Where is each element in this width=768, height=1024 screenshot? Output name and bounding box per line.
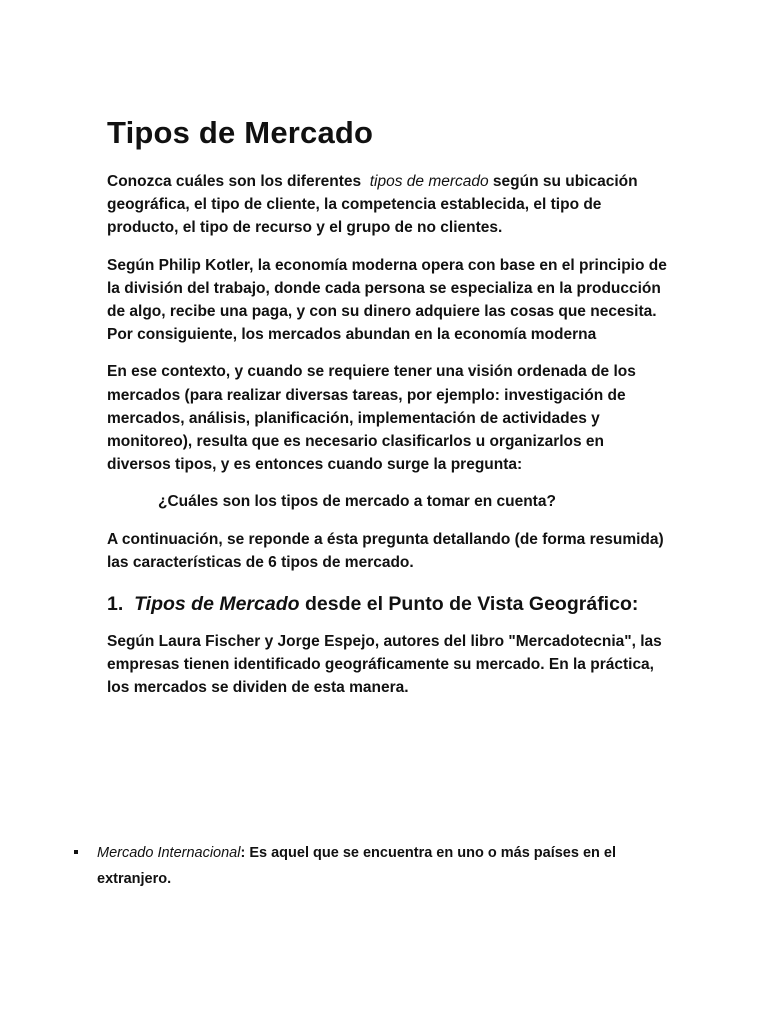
- section-1-heading: [107, 590, 667, 619]
- question-paragraph: ¿Cuáles son los tipos de mercado a tomar en cuenta?: [158, 493, 556, 511]
- section-1-number: 1.: [107, 593, 124, 616]
- continuation-paragraph: A continuación, se reponde a ésta pregunta detallando (de forma resumida) las características de 6 tipos de mercado.: [107, 530, 664, 571]
- context-paragraph: En ese contexto, y cuando se requiere tener una visión ordenada de los mercados (para realizar diversas tareas, por ejemplo: investigación de mercados, análisis, planificación, implementación de actividades y monitoreo), resulta que es necesario clasificarlos u organizarlos en diversos tipos, y es entonces cuando surge la pregunta:: [107, 363, 636, 474]
- section-1-italic-title: Tipos de Mercado: [134, 593, 300, 616]
- list-item: [74, 840, 674, 892]
- fischer-paragraph: Según Laura Fischer y Jorge Espejo, autores del libro "Mercadotecnia", las empresas tienen identificado geográficamente su mercado. En la práctica, los mercados se dividen de esta manera.: [107, 632, 662, 696]
- market-types-list: [74, 840, 674, 892]
- page-title: Tipos de Mercado: [107, 115, 374, 150]
- intro-italic-term: tipos de mercado: [369, 173, 489, 190]
- section-1-title-rest: desde el Punto de Vista Geográfico:: [299, 593, 639, 616]
- kotler-paragraph: Según Philip Kotler, la economía moderna opera con base en el principio de la división del trabajo, donde cada persona se especializa en la producción de algo, recibe una paga, y con su dinero adquiere las cosas que necesita. Por consiguiente, los mercados abundan en la economía moderna: [107, 256, 667, 344]
- intro-paragraph: [107, 170, 667, 240]
- intro-text-before: Conozca cuáles son los diferentes: [107, 173, 370, 190]
- intro-text-after: según su ubicación geográfica, el tipo de cliente, la competencia establecida, el tipo de producto, el tipo de recurso y el grupo de no clientes.: [107, 173, 638, 237]
- bullet-text: : Es aquel que se encuentra en uno o más países en el extranjero.: [97, 845, 616, 887]
- document-body: [107, 113, 667, 699]
- bullet-term: Mercado Internacional: [97, 845, 241, 861]
- square-bullet-icon: [74, 850, 78, 854]
